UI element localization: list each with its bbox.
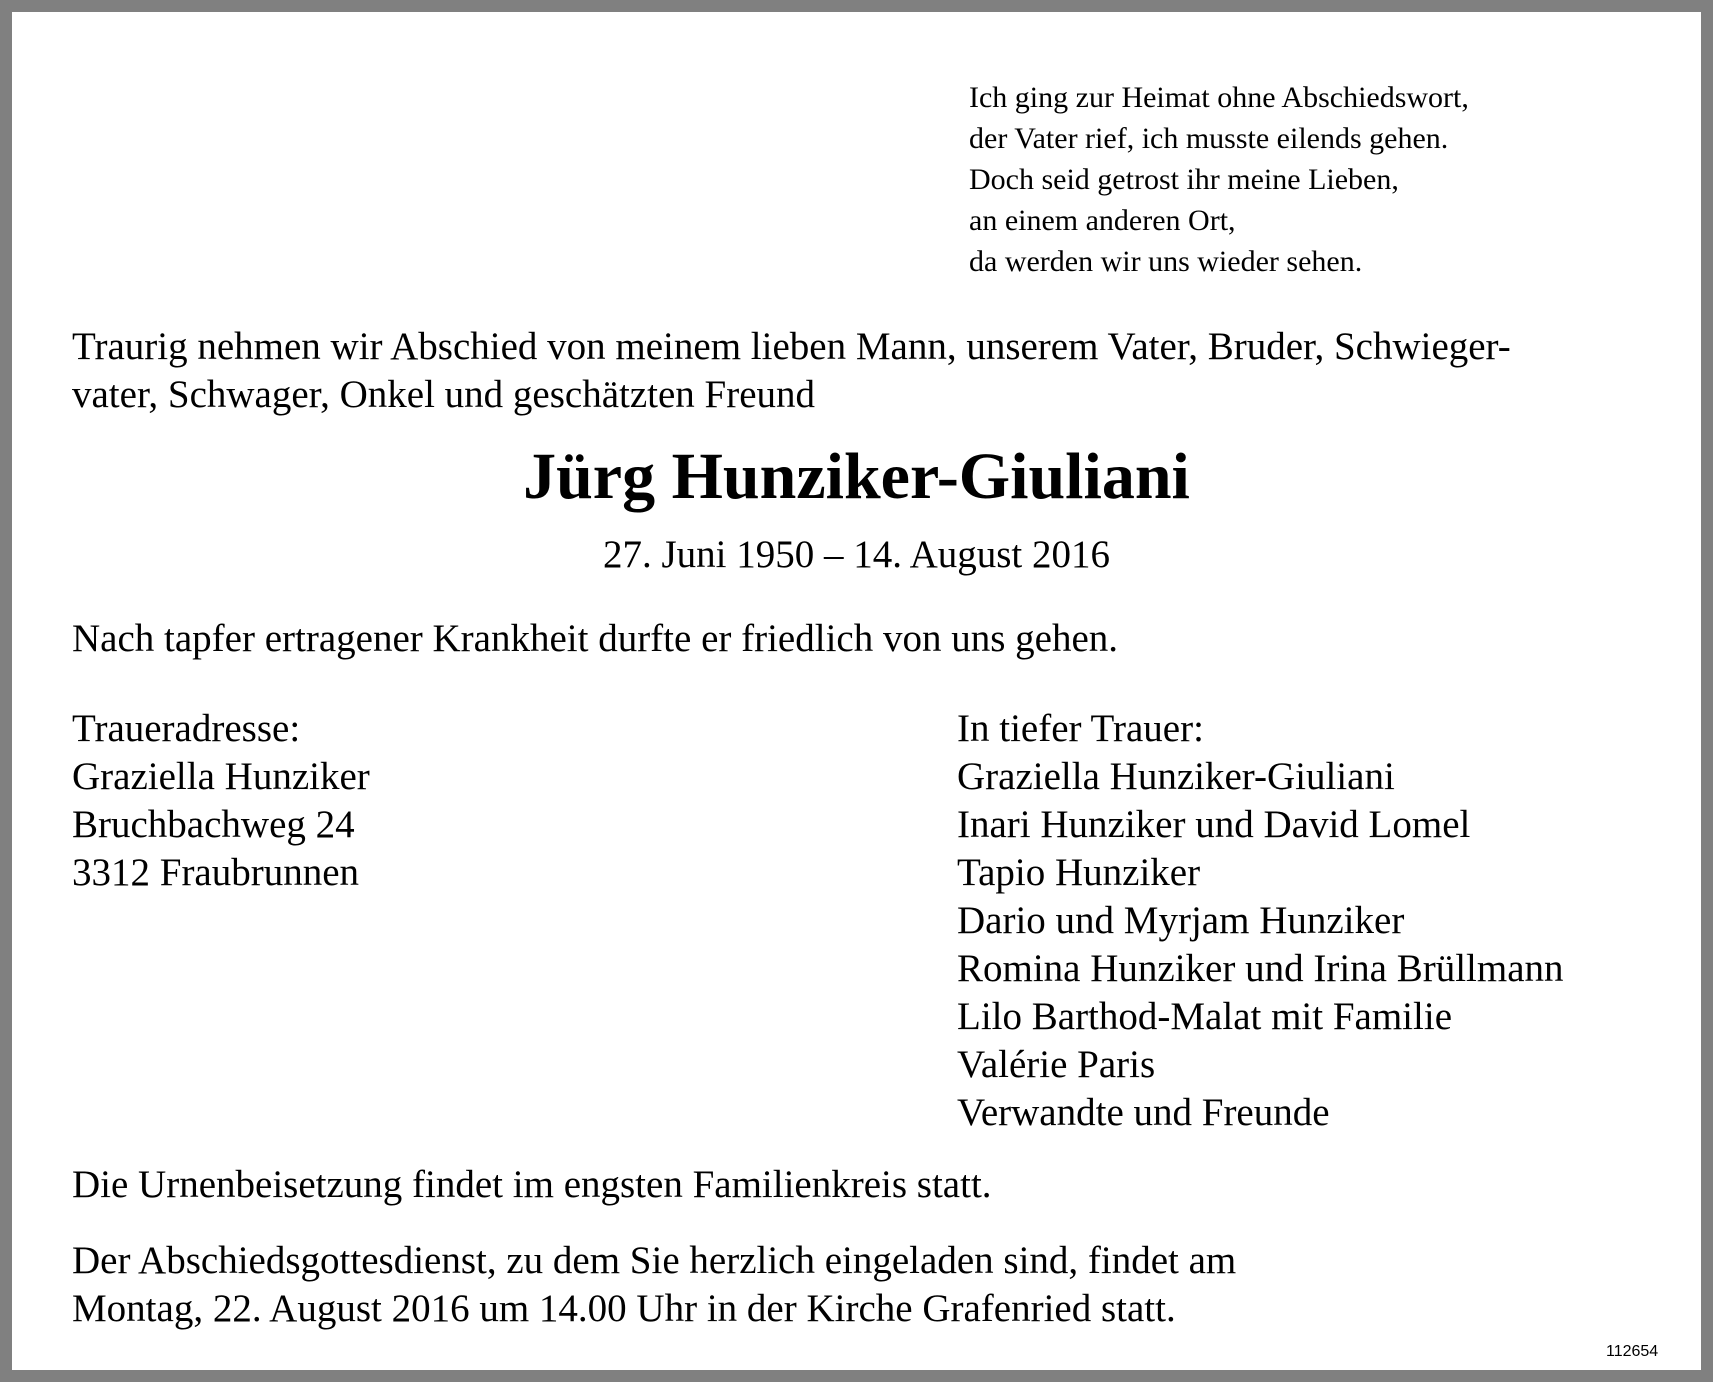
service-line-2: Montag, 22. August 2016 um 14.00 Uhr in der Kirche Grafenried statt. [72,1287,1176,1330]
address-line: Bruchbachweg 24 [72,803,355,846]
poem-line: an einem anderen Ort, [969,204,1236,237]
poem-line: da werden wir uns wieder sehen. [969,245,1363,278]
mourners-list [957,705,1564,1137]
deceased-name: Jürg Hunziker-Giuliani [523,440,1190,513]
statement: Nach tapfer ertragener Krankheit durfte er friedlich von uns gehen. [72,617,1119,660]
poem-line: der Vater rief, ich musste eilends gehen. [969,122,1449,155]
mourner-name: Graziella Hunziker-Giuliani [957,755,1395,798]
mourner-name: Tapio Hunziker [957,851,1201,894]
life-dates: 27. Juni 1950 – 14. August 2016 [602,533,1111,576]
mourner-name: Dario und Myrjam Hunziker [957,899,1405,942]
mourner-name: Romina Hunziker und Irina Brüllmann [957,947,1564,990]
mourning-address [72,705,370,897]
intro-line-1: Traurig nehmen wir Abschied von meinem lieben Mann, unserem Vater, Bruder, Schwieger- [72,325,1511,368]
address-heading: Traueradresse: [72,707,301,750]
mourner-name: Verwandte und Freunde [957,1091,1330,1134]
mourner-name: Valérie Paris [957,1043,1156,1086]
mourner-name: Inari Hunziker und David Lomel [957,803,1471,846]
service-line-1: Der Abschiedsgottesdienst, zu dem Sie herzlich eingeladen sind, findet am [72,1239,1237,1282]
intro-line-2: vater, Schwager, Onkel und geschätzten Freund [72,373,816,416]
poem-line: Doch seid getrost ihr meine Lieben, [969,163,1399,196]
poem-line: Ich ging zur Heimat ohne Abschiedswort, [969,81,1469,114]
mourner-name: Lilo Barthod-Malat mit Familie [957,995,1453,1038]
address-line: Graziella Hunziker [72,755,370,798]
urn-burial-note: Die Urnenbeisetzung findet im engsten Familienkreis statt. [72,1163,992,1206]
poem [969,77,1469,282]
reference-number: 112654 [1606,1343,1659,1360]
mourners-heading: In tiefer Trauer: [957,707,1204,750]
address-line: 3312 Fraubrunnen [72,851,360,894]
